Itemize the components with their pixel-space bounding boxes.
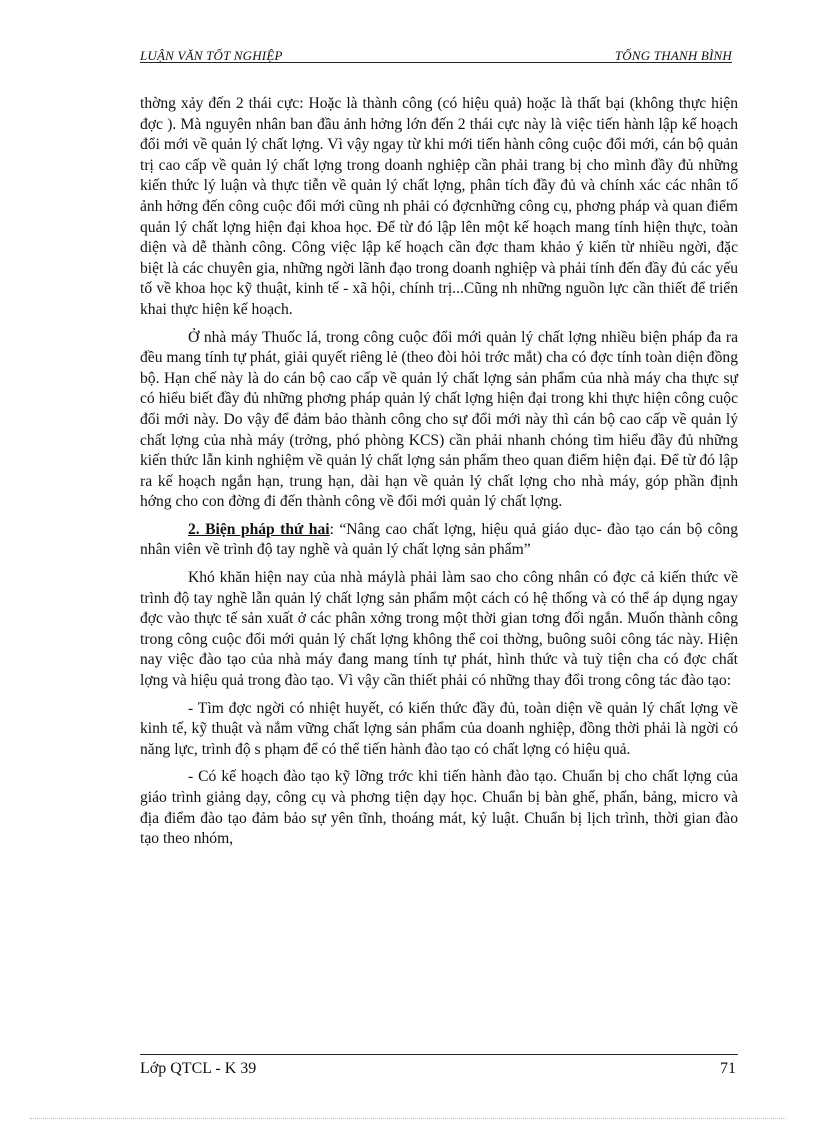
header-author-name: TỐNG THANH BÌNH [614,48,732,63]
bullet-item-2: - Có kế hoạch đào tạo kỹ lỡng trớc khi tiến hành đào tạo. Chuẩn bị cho chất lợng của giáo trình giảng dạy, công cụ và phơng tiện dạy học. Chuẩn bị bàn ghế, phấn, bảng, micro và địa điểm đào tạo đảm bảo sự yên tĩnh, thoáng mát, kỷ luật. Chuẩn bị lịch trình, thời gian đào tạo theo nhóm, [140,768,738,848]
heading-label: 2. Biện pháp thứ hai [188,520,330,538]
footer-rule [140,1054,738,1055]
header-thesis-title: LUẬN VĂN TỐT NGHIỆP [140,48,283,63]
header-rule [140,62,732,63]
footer-class-label: Lớp QTCL - K 39 [140,1060,257,1077]
paragraph-1: thờng xảy đến 2 thái cực: Hoặc là thành công (có hiệu quả) hoặc là thất bại (không thực hiện đợc ). Mà nguyên nhân ban đầu ảnh hởng lớn đến 2 thái cực này là việc tiến hành lập kế hoạch đổi mới về quản lý chất lợng. Vì vậy ngay từ khi mới tiến hành công cuộc đổi mới, cán bộ quản trị cao cấp về quản lý chất lợng trong doanh nghiệp cần phải trang bị cho mình đầy đủ những kiến thức lý luận và thực tiễn về quản lý chất lợng, phân tích đầy đủ và chính xác các nhân tố ảnh hởng đến công cuộc đổi mới cũng nh phải có đợcnhững công cụ, phơng pháp và quan điểm quản lý chất lợng hiện đại khoa học. Để từ đó lập lên một kế hoạch mang tính hiện thực, toàn diện và dễ thành công. Công việc lập kế hoạch cần đợc tham khảo ý kiến từ nhiều ngời, đặc biệt là các chuyên gia, những ngời lãnh đạo trong doanh nghiệp và phải tính đến đầy đủ các yếu tố về khoa học kỹ thuật, kinh tế - xã hội, chính trị...Cũng nh những nguồn lực cần thiết để triển khai thực hiện kế hoạch. [140,95,738,318]
bullet-item-1: - Tìm đợc ngời có nhiệt huyết, có kiến thức đầy đủ, toàn diện về quản lý chất lợng về kinh tế, kỹ thuật và nắm vững chất lợng sản phẩm của doanh nghiệp, đồng thời phải là ngời có năng lực, trình độ s phạm để có thể tiến hành đào tạo có chất lợng có hiệu quả. [140,699,738,758]
page-header [140,48,732,66]
document-body [140,94,738,857]
heading-text: : “Nâng cao chất lợng, hiệu quả giáo dục- đào tạo cán bộ công nhân viên về trình độ tay nghề và quản lý chất lợng sản phẩm” [140,520,738,559]
page-bottom-dotted-line [30,1118,786,1119]
paragraph-2: Ở nhà máy Thuốc lá, trong công cuộc đổi mới quản lý chất lợng nhiều biện pháp đa ra đều mang tính tự phát, giải quyết riêng lẻ (theo đòi hỏi trớc mắt) cha có đợc tính toàn diện đồng bộ. Hạn chế này là do cán bộ cao cấp về quản lý chất lợng sản phẩm của nhà máy cha thực sự có hiểu biết đầy đủ những phơng pháp quản lý chất lợng hiện đại trong khi thực hiện công cuộc đổi mới này. Do vậy để đảm bảo thành công cho sự đổi mới này thì cán bộ cao cấp về quản lý chất lợng của nhà máy (trởng, phó phòng KCS) cần phải nhanh chóng tìm hiểu đầy đủ những kiến thức lẫn kinh nghiệm về quản lý chất lợng sản phẩm theo quan điểm hiện đại. Để từ đó lập ra kế hoạch ngắn hạn, trung hạn, dài hạn về quản lý chất lợng cho nhà máy, góp phần định hớng cho con đờng đi đến thành công về đổi mới quản lý chất lợng. [140,328,738,511]
paragraph-3: Khó khăn hiện nay của nhà máylà phải làm sao cho công nhân có đợc cả kiến thức về trình độ tay nghề lẫn quản lý chất lợng sản phẩm một cách có hệ thống và có thể áp dụng ngay đợc vào thực tế sản xuất ở các phân xởng trong một thời gian tơng đối ngắn. Muốn thành công trong công cuộc đổi mới quản lý chất lợng không thể coi thờng, buông suôi công tác này. Hiện nay việc đào tạo của nhà máy đang mang tính tự phát, hình thức và tuỳ tiện cha có đợc chất lợng và hiệu quả trong đào tạo. Vì vậy cần thiết phải có những thay đổi trong công tác đào tạo: [140,569,738,690]
section-heading [140,520,738,561]
page-number: 71 [720,1060,736,1077]
